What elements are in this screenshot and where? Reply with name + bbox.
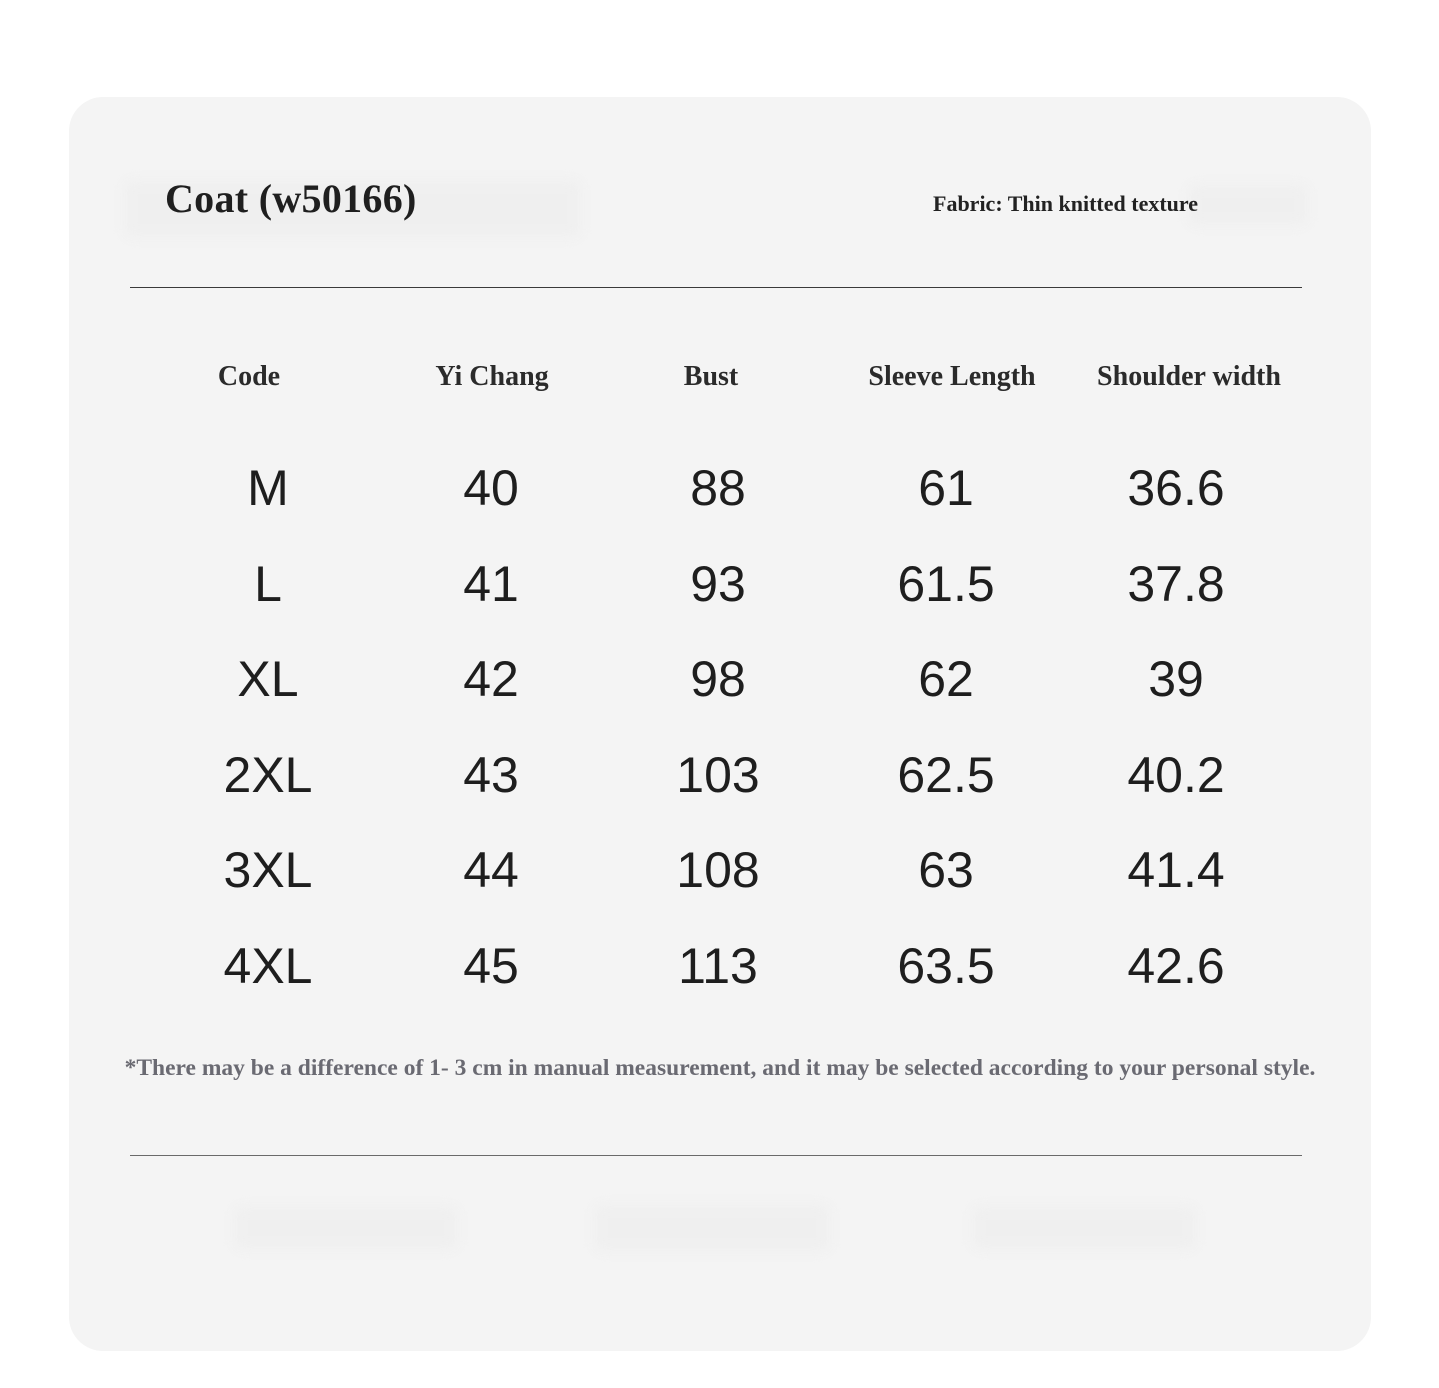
table-cell: XL <box>237 651 299 707</box>
table-cell: 108 <box>676 842 760 898</box>
top-divider <box>130 287 1302 288</box>
table-cell: L <box>254 556 282 612</box>
column-header-code: Code <box>217 361 281 392</box>
column-header-bust: Bust <box>683 361 739 392</box>
table-cell: 88 <box>690 460 746 516</box>
table-cell: 39 <box>1148 651 1204 707</box>
table-cell: 42.6 <box>1127 938 1225 994</box>
table-cell: 37.8 <box>1127 556 1225 612</box>
table-cell: 61.5 <box>897 556 995 612</box>
table-cell: M <box>247 460 289 516</box>
table-cell: 61 <box>918 460 974 516</box>
bottom-divider <box>130 1155 1302 1156</box>
table-cell: 2XL <box>223 747 313 803</box>
table-cell: 40.2 <box>1127 747 1225 803</box>
table-cell: 36.6 <box>1127 460 1225 516</box>
table-cell: 41 <box>463 556 519 612</box>
column-header-yi-chang: Yi Chang <box>435 361 549 392</box>
table-cell: 40 <box>463 460 519 516</box>
size-chart-card <box>69 97 1371 1351</box>
column-header-shoulder-width: Shoulder width <box>1097 361 1281 392</box>
table-cell: 62.5 <box>897 747 995 803</box>
table-cell: 63.5 <box>897 938 995 994</box>
page-title: Coat (w50166) <box>165 176 417 221</box>
column-header-sleeve-length: Sleeve Length <box>868 361 1036 392</box>
table-cell: 43 <box>463 747 519 803</box>
table-cell: 4XL <box>223 938 313 994</box>
table-cell: 41.4 <box>1127 842 1225 898</box>
measurement-note: *There may be a difference of 1- 3 cm in manual measurement, and it may be selected according to your personal style. <box>124 1055 1316 1081</box>
table-cell: 44 <box>463 842 519 898</box>
table-cell: 3XL <box>223 842 313 898</box>
table-cell: 42 <box>463 651 519 707</box>
table-cell: 45 <box>463 938 519 994</box>
bottom-smudge-2 <box>595 1205 829 1251</box>
table-cell: 63 <box>918 842 974 898</box>
fabric-label: Fabric: Thin knitted texture <box>933 191 1199 216</box>
bottom-smudge-1 <box>235 1207 457 1249</box>
table-cell: 98 <box>690 651 746 707</box>
table-cell: 113 <box>678 938 758 994</box>
table-cell: 62 <box>918 651 974 707</box>
table-cell: 93 <box>690 556 746 612</box>
table-cell: 103 <box>676 747 760 803</box>
fabric-smudge <box>1189 185 1307 225</box>
bottom-smudge-3 <box>973 1207 1195 1249</box>
